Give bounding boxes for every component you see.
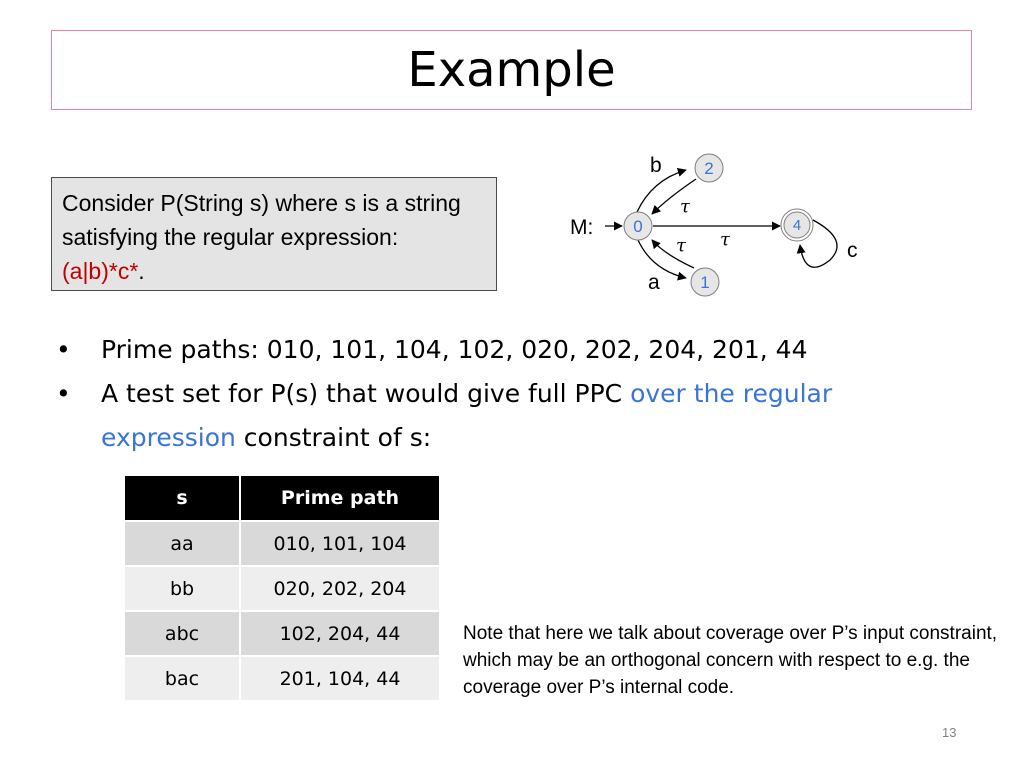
note-text: Note that here we talk about coverage over P’s input constraint, which may be an orthogonal concern with respect to e.g. the coverage over P’s internal code. [463, 623, 998, 698]
edge-label-a: a [648, 271, 660, 294]
slide-title: Example [407, 42, 616, 98]
prime-path-table [125, 476, 439, 700]
state-1-label: 1 [700, 273, 710, 292]
edge-label-b: b [650, 154, 662, 177]
consider-box [51, 177, 497, 291]
bullet-text-prime-paths: Prime paths: 010, 101, 104, 102, 020, 202, 204, 201, 44 [101, 335, 808, 364]
bullet-list [56, 328, 936, 460]
edge-label-c: c [847, 239, 858, 262]
page-number: 13 [942, 725, 957, 740]
bullet-dot-icon: • [56, 379, 71, 408]
bullet-text-prefix: A test set for P(s) that would give full PPC [101, 379, 631, 408]
consider-text: Consider P(String s) where s is a string satisfying the regular expression: [62, 190, 461, 250]
state-1 [691, 268, 719, 296]
edge-label-tau-upper: τ [680, 196, 690, 217]
consider-suffix: . [138, 258, 145, 284]
table-cell: 020, 202, 204 [240, 566, 439, 611]
column-header-prime-path: Prime path [240, 476, 439, 521]
bullet-text-highlight: over the regular expression [101, 379, 833, 452]
state-0 [624, 212, 652, 240]
edge-label-tau-right: τ [720, 229, 730, 250]
table-cell: abc [125, 611, 240, 656]
table-row [125, 656, 439, 700]
state-2 [695, 154, 723, 182]
edge-1-to-0 [652, 240, 694, 268]
edge-label-tau-lower: τ [676, 235, 686, 256]
table-row [125, 566, 439, 611]
table-cell: 102, 204, 44 [240, 611, 439, 656]
bullet-dot-icon: • [56, 335, 71, 364]
table-cell: 010, 101, 104 [240, 521, 439, 566]
table-row [125, 521, 439, 566]
column-header-s: s [125, 476, 240, 521]
state-machine-diagram [560, 150, 880, 310]
bullet-item [56, 372, 936, 460]
state-2-label: 2 [704, 159, 714, 178]
bullet-text-test-set [101, 372, 936, 460]
state-4 [781, 209, 813, 241]
table-row [125, 611, 439, 656]
regex-text: (a|b)*c* [62, 258, 139, 284]
table-cell: aa [125, 521, 240, 566]
table-cell: bac [125, 656, 240, 700]
bullet-item [56, 328, 936, 372]
machine-label: M: [570, 216, 594, 239]
table-cell: 201, 104, 44 [240, 656, 439, 700]
title-box [51, 30, 972, 110]
state-4-label: 4 [792, 217, 802, 234]
table-cell: bb [125, 566, 240, 611]
table-header-row [125, 476, 439, 521]
state-0-label: 0 [633, 217, 643, 236]
bullet-text-suffix: constraint of s: [235, 423, 432, 452]
